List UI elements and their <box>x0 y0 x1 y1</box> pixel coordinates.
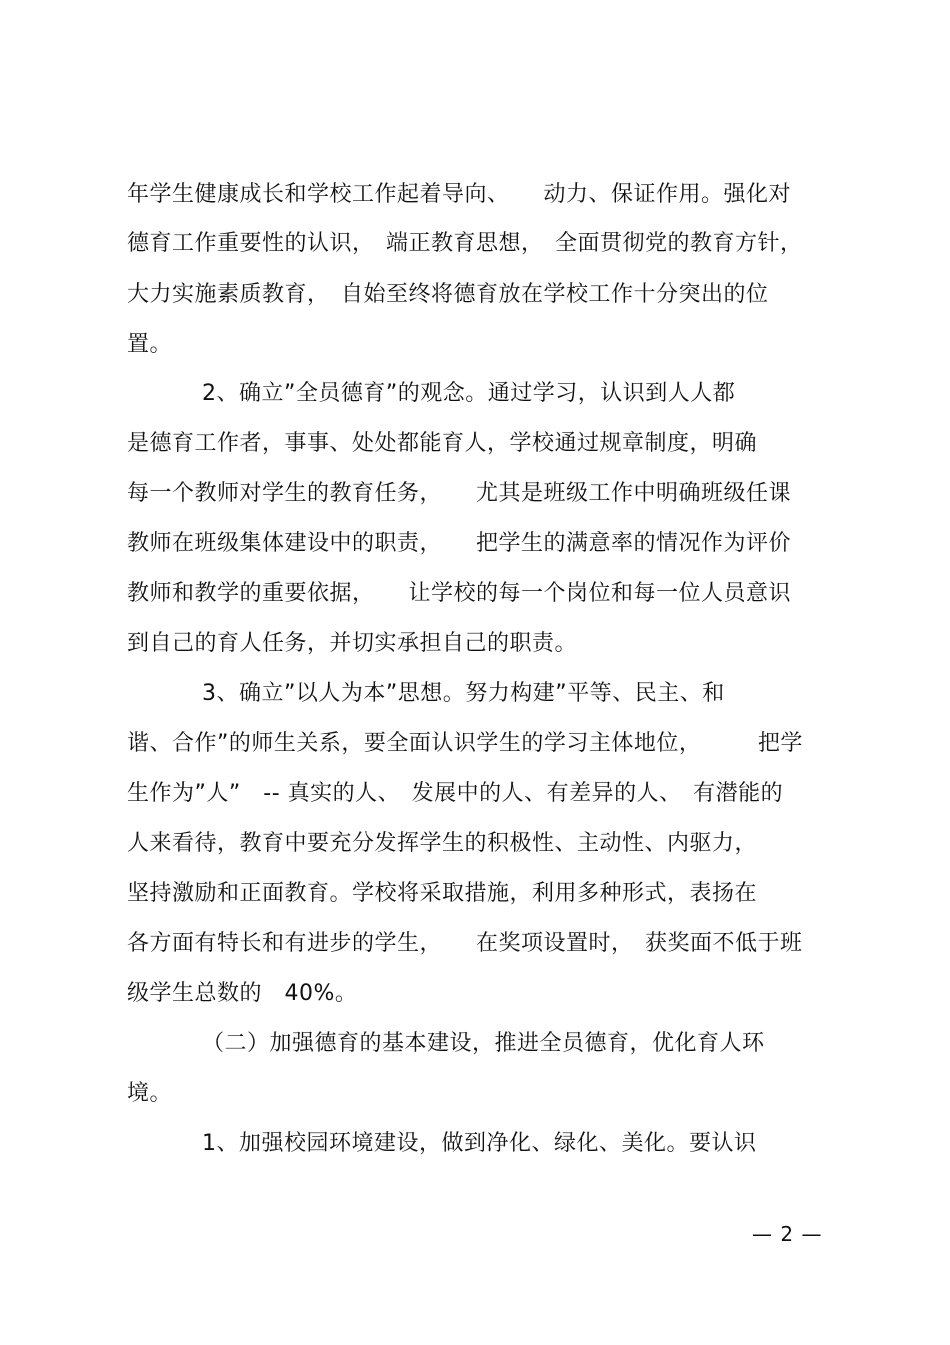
paragraph-line: 级学生总数的 40%。 <box>127 981 358 1006</box>
paragraph-line: 教师和教学的重要依据， 让学校的每一个岗位和每一位人员意识 <box>127 581 792 606</box>
paragraph-line: 到自己的育人任务，并切实承担自己的职责。 <box>127 631 578 656</box>
paragraph-line: 1、加强校园环境建设，做到净化、绿化、美化。要认识 <box>202 1131 757 1156</box>
paragraph-line: 谐、合作”的师生关系，要全面认识学生的学习主体地位， 把学 <box>127 731 803 756</box>
paragraph-line: 人来看待，教育中要充分发挥学生的积极性、主动性、内驱力， <box>127 831 758 856</box>
paragraph-line: 生作为”人” -- 真实的人、 发展中的人、有差异的人、 有潜能的 <box>127 781 784 806</box>
paragraph-line: 2、确立”全员德育”的观念。通过学习，认识到人人都 <box>202 381 736 406</box>
paragraph-line: 是德育工作者，事事、处处都能育人，学校通过规章制度，明确 <box>127 431 758 456</box>
paragraph-line: 年学生健康成长和学校工作起着导向、 动力、保证作用。强化对 <box>127 182 792 207</box>
section-heading-line: （二）加强德育的基本建设，推进全员德育，优化育人环 <box>202 1031 765 1056</box>
paragraph-line: 大力实施素质教育， 自始至终将德育放在学校工作十分突出的位 <box>127 282 769 307</box>
paragraph-line: 德育工作重要性的认识， 端正教育思想， 全面贯彻党的教育方针， <box>127 231 803 256</box>
section-heading-line: 境。 <box>127 1081 173 1106</box>
paragraph-line: 坚持激励和正面教育。学校将采取措施，利用多种形式，表扬在 <box>127 881 758 906</box>
paragraph-line: 各方面有特长和有进步的学生， 在奖项设置时， 获奖面不低于班 <box>127 931 803 956</box>
paragraph-line: 教师在班级集体建设中的职责， 把学生的满意率的情况作为评价 <box>127 531 792 556</box>
page-number: — 2 — <box>752 1222 823 1246</box>
paragraph-line: 置。 <box>127 332 173 357</box>
paragraph-line: 3、确立”以人为本”思想。努力构建”平等、民主、和 <box>202 681 725 706</box>
paragraph-line: 每一个教师对学生的教育任务， 尤其是班级工作中明确班级任课 <box>127 481 792 506</box>
